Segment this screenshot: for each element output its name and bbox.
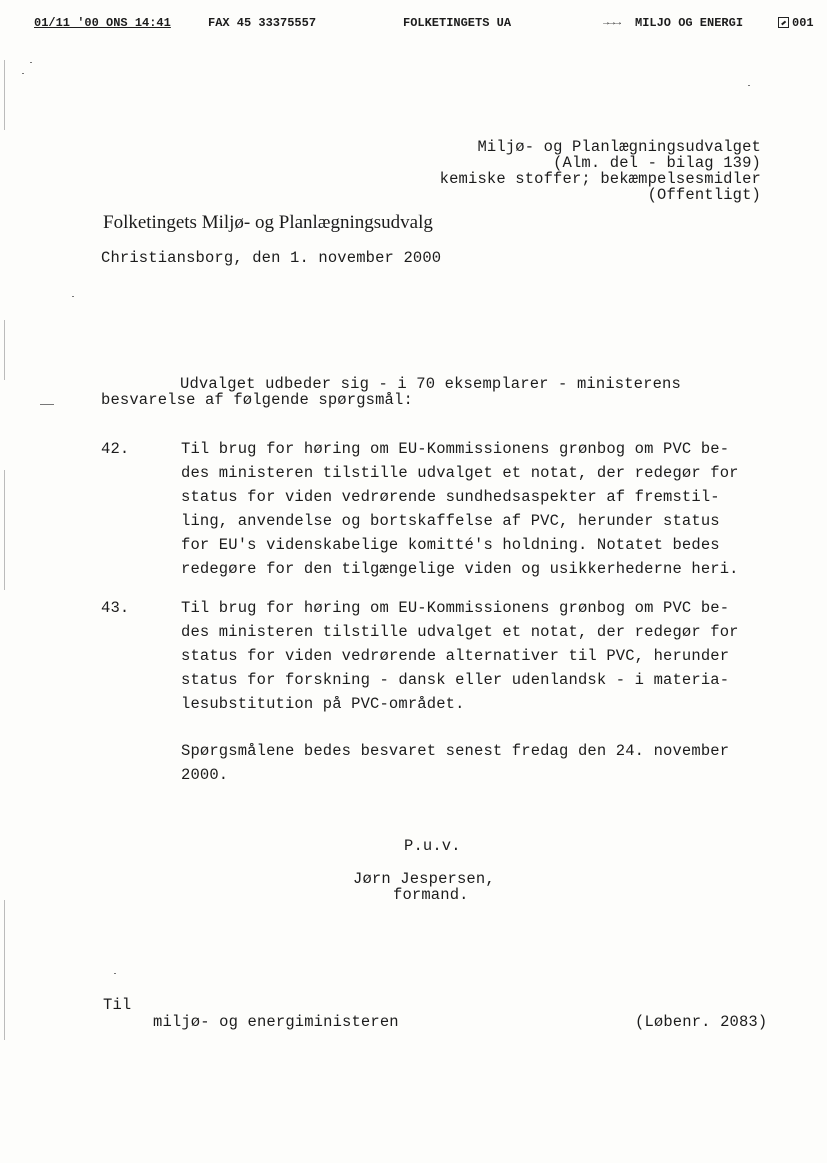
signature-title: formand.	[393, 886, 469, 904]
scan-speck	[22, 73, 24, 74]
reference-status: (Offentligt)	[647, 186, 761, 204]
fax-number: FAX 45 33375557	[208, 16, 317, 30]
scan-speck	[72, 296, 74, 297]
question-number: 42.	[101, 440, 130, 458]
serial-number: (Løbenr. 2083)	[635, 1013, 768, 1031]
question-line: for EU's videnskabelige komitté's holdning. Notatet bedes	[181, 536, 720, 554]
addressee-recipient: miljø- og energiministeren	[153, 1013, 399, 1031]
scan-margin-line	[4, 60, 5, 130]
scan-margin-line	[4, 470, 5, 590]
fax-recipient: MILJO OG ENERGI	[635, 16, 744, 30]
question-line: status for viden vedrørende alternativer til PVC, herunder	[181, 647, 730, 665]
question-line: lesubstitution på PVC-området.	[181, 695, 465, 713]
fax-page-number: 001	[792, 16, 814, 30]
question-line: Til brug for høring om EU-Kommissionens grønbog om PVC be-	[181, 599, 730, 617]
question-number: 43.	[101, 599, 130, 617]
addressee-to: Til	[103, 996, 132, 1014]
deadline-line: Spørgsmålene bedes besvaret senest fredag den 24. november	[181, 742, 730, 760]
fax-arrow: →→→	[603, 18, 622, 29]
intro-line: besvarelse af følgende spørgsmål:	[101, 391, 413, 409]
scan-margin-line	[4, 320, 5, 380]
signature-name: Jørn Jespersen,	[353, 870, 495, 888]
fax-datetime: 01/11 '00 ONS 14:41	[34, 16, 171, 30]
question-line: des ministeren tilstille udvalget et notat, der redegør for	[181, 623, 739, 641]
fax-page-icon	[778, 17, 789, 28]
question-line: status for forskning - dansk eller udenlandsk - i materia-	[181, 671, 730, 689]
question-line: Til brug for høring om EU-Kommissionens grønbog om PVC be-	[181, 440, 730, 458]
question-line: status for viden vedrørende sundhedsaspekter af fremstil-	[181, 488, 720, 506]
deadline-line: 2000.	[181, 766, 229, 784]
scan-speck	[40, 404, 54, 405]
scan-margin-line	[4, 900, 5, 1040]
letterhead: Folketingets Miljø- og Planlægningsudvalg	[103, 212, 433, 233]
intro-line: Udvalget udbeder sig - i 70 eksemplarer - ministerens	[180, 375, 681, 393]
scan-speck	[30, 62, 32, 63]
question-line: ling, anvendelse og bortskaffelse af PVC, herunder status	[181, 512, 720, 530]
scan-speck	[114, 973, 116, 974]
reference-subject: kemiske stoffer; bekæmpelsesmidler	[439, 170, 761, 188]
reference-committee: Miljø- og Planlægningsudvalget	[477, 138, 761, 156]
fax-sender: FOLKETINGETS UA	[403, 16, 512, 30]
date-line: Christiansborg, den 1. november 2000	[101, 249, 442, 267]
signature-puv: P.u.v.	[404, 837, 461, 855]
reference-annex: (Alm. del - bilag 139)	[553, 154, 761, 172]
question-line: redegøre for den tilgængelige viden og usikkerhederne heri.	[181, 560, 739, 578]
scan-speck	[748, 85, 750, 86]
question-line: des ministeren tilstille udvalget et notat, der redegør for	[181, 464, 739, 482]
